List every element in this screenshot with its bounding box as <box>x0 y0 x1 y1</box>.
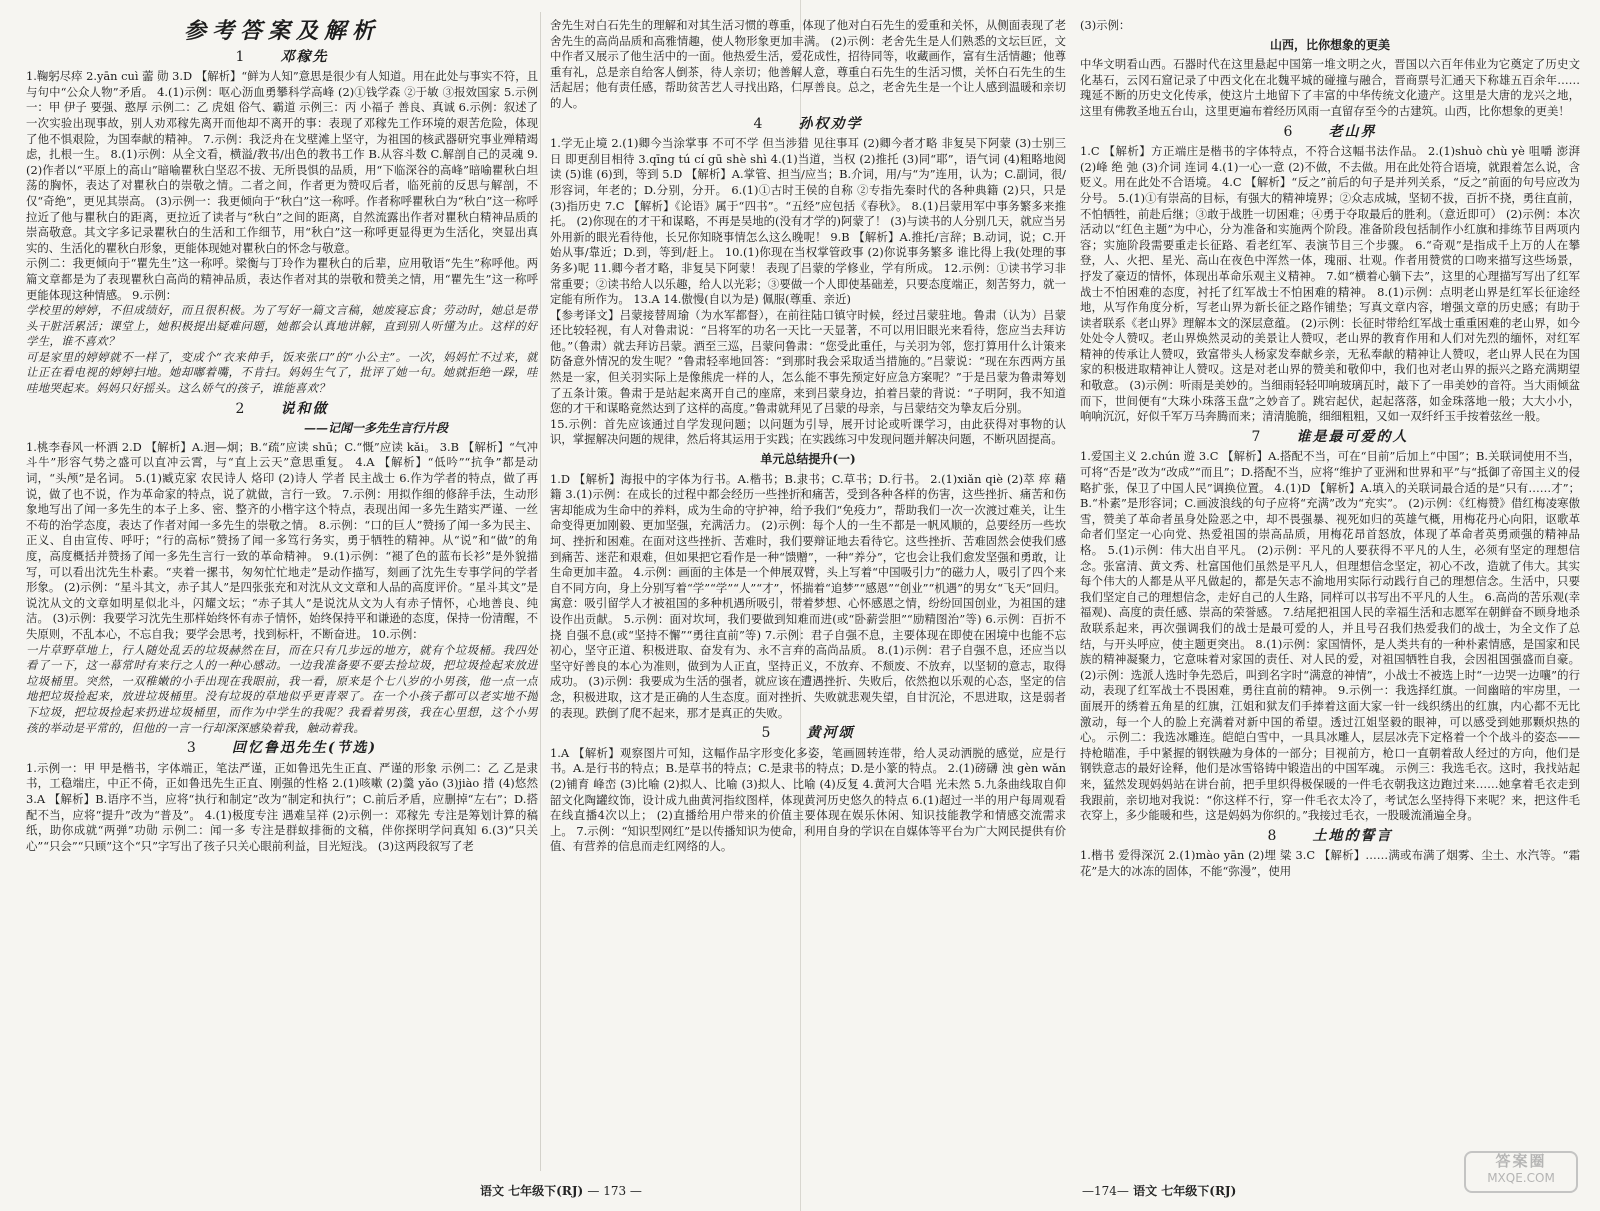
section-title: 黄河颂 <box>806 725 855 742</box>
section-number: 5 <box>761 725 773 742</box>
answer-paragraph: 15.示例：首先应该通过自学发现问题；以问题为引导，展开讨论或听课学习，由此获得对事物的认识，掌握解决问题的规律，然后将其运用于实践；在实践练习中发现问题并解决问题，不断巩固提高。 <box>550 416 1066 447</box>
section-title: 土地的誓言 <box>1312 827 1393 844</box>
document-title: 参考答案及解析 <box>183 18 380 44</box>
section-heading <box>1080 125 1580 141</box>
section-heading <box>550 117 1066 133</box>
watermark-logo <box>1464 1151 1578 1193</box>
section-heading <box>26 402 538 418</box>
section-number: 6 <box>1283 123 1295 140</box>
answer-paragraph: 1.D 【解析】海报中的字体为行书。A.楷书；B.隶书；C.草书；D.行书。 2.(1)xiǎn qiè (2)萃 瘁 藉 籍 3.(1)示例：在成长的过程中都会经历一些挫折和痛苦，受到各种各样的伤害，这些挫折、痛苦和伤害却能成为生命中的养料，成为生命的守护神，给予我们“免疫力”，帮助我们一次一次渡过难关，让生命变得更加刚毅、更加坚强，充满活力。 (2)示例：每个人的一生不都是一帆风顺的，总要经历一些坎坷、挫折和困难。在面对这些挫折、苦难时，我们要辩证地去看待它。这些挫折、苦难固然会使我们感到痛苦、迷茫和艰难，但如果把它看作是一种“馈赠”，一种“养分”，它也会让我们愈发坚强和勇敢，让生命更加丰盈。 4.示例：画面的主体是一个伸展双臂，头上写着“中国吸引力”的磁力人，吸引了四个来自不同方向，身上分别写着“学”“学”“人”“才”，怀揣着“追梦”“感恩”“创业”“机遇”的男女“飞天”回归。寓意：吸引留学人才被祖国的多种机遇所吸引，带着梦想、心怀感恩之情，纷纷回国创业，为祖国的建设作出贡献。 5.示例：面对坎坷，我们要做到知难而进(或“卧薪尝胆”“励精图治”等) 6.示例：百折不挠 自强不息(或“坚持不懈”“勇往直前”等) 7.示例：君子自强不息，主要体现在即使在困境中也能不忘初心，坚守正道、积极进取、奋发有为、永不言弃的高尚品质。 8.(1)示例：君子自强不息，还应当以坚守好善良的本心为准则，做到为人正直，坚持正义，不放弃、不颓废、不放弃，以坚韧的意志，取得成功。 (3)示例：我要成为生活的强者，就应该在遭遇挫折、失败后，依然抱以乐观的心态，坚定的信念，积极进取，这才是正确的人生态度。面对挫折、失败就悲观失望，自甘沉沦，不思进取，这是弱者的表现。跌倒了爬不起来，那才是真正的失败。 <box>550 471 1066 720</box>
section-number: 8 <box>1267 827 1279 844</box>
section-heading <box>26 50 538 66</box>
section-number: 3 <box>186 740 198 757</box>
answer-paragraph: 1.C 【解析】方正端庄是楷书的字体特点，不符合这幅书法作品。 2.(1)shuò chù yè 咀嚼 澎湃 (2)峰 绝 弛 (3)介词 连词 4.(1)一心一意 (2)不做，不去做。用在此处符合语境，就跟着怎么说，含贬义。用在此处不合语境。 4.C 【解析】“反之”前后的句子是并列关系，“反之”前面的句号应改为分号。 5.(1)①有崇高的目标，有强大的精神境界；②众志成城，坚韧不拔，百折不挠，勇往直前，不怕牺牲，前赴后继；③敢于战胜一切困难；④勇于夺取最后的胜利。（意近即可） (2)示例：本次活动以“红色主题”为中心，分为准备和实施两个阶段。准备阶段包括制作小红旗和排练节目两项内容；实施阶段需要重走长征路、看老红军、表演节目三个步骤。 6.“奇观”是指成千上万的人在攀登，人、火把、星光、高山在夜色中浑然一体，瑰丽、壮观。作者用赞赏的口吻来描写这些场景，抒发了豪迈的情怀，体现出革命乐观主义精神。 7.如“横着心躺下去”，这里的心理描写写出了红军战士不怕困难的态度，衬托了红军战士不怕困难的精神。 8.(1)示例：点明老山界是红军长征途经地，从写作角度分析，写老山界为新长征之路作铺垫；写真文章内容，增强文章的历史感；有助于读者联系《老山界》理解本文的深层意蕴。 (2)示例：长征时带给红军战士重重困难的老山界，如今处处令人赞叹。老山界焕然灵动的美景让人赞叹，老山界的教育作用和人们对先烈的缅怀，对红军精神的传承让人赞叹，致富带头人杨家发奉献乡亲，无私奉献的精神让人赞叹，老山界人民在为国家的积极进取精神让人赞叹。这是对老山界的赞美和敬仰中，我们也对老山界的振兴之路充满期望和敬意。 (3)示例：听雨是美妙的。当细雨轻轻叩响玻璃瓦时，敲下了一串美妙的音符。当大雨倾盆而下，世间便有“大珠小珠落玉盘”之妙音了。跳宕起伏，起起落落，如金珠落地一般；大大小小，响响沉沉，好似千军万马奔腾而来；清清脆脆，细细粗粗，又如一双纤纤玉手按着弦丝一般。 <box>1080 144 1580 424</box>
footer-subject: 语文 七年级下(RJ) <box>480 1184 584 1198</box>
column-3 <box>1080 18 1580 1165</box>
watermark-text: 答案圈 <box>1495 1152 1547 1170</box>
footer-right <box>1082 1182 1236 1199</box>
sample-essay-paragraph: 可是家里的婷婷就不一样了，变成个“衣来伸手，饭来张口”的“小公主”。一次，妈妈忙不过来，就让正在看电视的婷婷扫地。她却嘟着嘴，不肯扫。妈妈生气了，批评了她一句。她就拒绝一跺，哇哇地哭起来。妈妈只好摇头。这么娇气的孩子，谁能喜欢？ <box>26 349 538 396</box>
sample-essay-paragraph: 一片草野草地上，行人随处乱丢的垃圾赫然在目，而在只有几步远的地方，就有个垃圾桶。我四处看了一下，这一幕常时有来行之人的一种心感动。一边我准备要不要去捡垃圾，把垃圾捡起来放进垃圾桶里。突然，一双稚嫩的小手出现在我眼前，我一看，原来是个七八岁的小男孩，他一点一点地把垃圾捡起来，放进垃圾桶里。没有垃圾的草地似乎更青翠了。在一个小孩子都可以老实地不抛下垃圾，把垃圾捡起来扔进垃圾桶里，而作为中学生的我呢？我看着男孩，我在心里想，这个小男孩的举动是平常的，但他的一言一行却深深感染着我，触动着我。 <box>26 642 538 735</box>
column-2 <box>550 18 1066 1165</box>
answer-paragraph: 1.桃李春风一杯酒 2.D 【解析】A.迥—炯；B.“疏”应读 shū；C.“慨”应读 kǎi。 3.B 【解析】“气冲斗牛”形容气势之盛可以直冲云霄，与“直上云天”意思重复。 4.A 【解析】“低吟”“抗争”都是动词，“头颅”是名词。 5.(1)臧克家 农民诗人 烙印 (2)诗人 学者 民主战士 6.作为学者的特点，做了再说，做了也不说，作为革命家的特点，说了就做，言行一致。 7.示例：用拟作细的修辞手法，生动形象地写出了闻一多先生的本子上多、密、整齐的小楷字这个特点，表现出闻一多先生踏实严谨、一丝不苟的治学态度，表达了作者对闻一多先生的崇敬之情。 8.示例：“口的巨人”赞扬了闻一多为民主、正义、自由宣传、呼吁；“行的高标”赞扬了闻一多笃行务实，勇于牺牲的精神。从“说”和“做”的角度，高度概括并赞扬了闻一多先生言行一致的革命精神。 9.(1)示例：“褪了色的蓝布长衫”是外貌描写，可以看出沈先生朴素。“夹着一摞书，匆匆忙忙地走”是动作描写，刻画了沈先生专事学问的学者形象。 (2)示例：“星斗其文，赤子其人”是四张张充和对沈从文文章和人品的高度评价。“星斗其文”是说沈从文的文章如明星似北斗，闪耀文坛；“赤子其人”是说沈从文为人有赤子情怀，心地善良、纯洁。 (3)示例：我要学习沈先生那样始终怀有赤子情怀，始终保持平和谦逊的态度，保持一份清醒，不失原则，不乱本心，不忘自我；要学会思考，找到标杆，不断奋进。 10.示例： <box>26 439 538 641</box>
sample-essay-paragraph: 学校里的婷婷，不但成绩好，而且很积极。为了写好一篇文言稿，她废寝忘食；劳动时，她总是带头干脏活累活；课堂上，她积极提出疑难问题，她都会认真地讲解，直到别人听懂为止。这样的好学生，谁不喜欢？ <box>26 303 538 349</box>
section-heading <box>1080 829 1580 845</box>
section-number: 7 <box>1251 428 1263 445</box>
column-1 <box>26 18 538 1165</box>
answer-paragraph: 中华文明看山西。石器时代在这里悬起中国第一堆文明之火，晋国以六百年伟业为它奠定了历史文化基石，云冈石窟记录了中西文化在北魏平城的碰撞与融合，晋商票号汇通天下称雄五百余年……瑰延不断的历史文化传承，使这片土地留下了丰富的中华传统文化遗产。这里是大唐的龙兴之地，这里有佛教圣地五台山，这里更遍布着经历风雨一直留存至今的古建筑。山西，比你想象的更美！ <box>1080 57 1580 118</box>
footer-subject: 语文 七年级下(RJ) <box>1133 1184 1237 1198</box>
answer-paragraph: 1.学无止境 2.(1)卿今当涂掌事 不可不学 但当涉猎 见往事耳 (2)卿今者才略 非复吴下阿蒙 (3)士别三日 即更刮目相待 3.qīng tú cí gū shè shì 4.(1)当道，当权 (2)推托 (3)同“耶”，语气词 (4)粗略地阅读 (5)谁 (6)到，等到 5.D 【解析】A.掌管、担当/应当；B.介词，用/与“为”连用，认为；C.副词，很/形容词，年老的；D.分别，分开。 6.(1)①古时王侯的自称 ②专指先秦时代的各种典籍 (2)只，只是 (3)指历史 7.C 【解析】《论语》属于“四书”。“五经”应包括《春秋》。 8.(1)吕蒙用军中事务繁多来推托。 (2)你现在的才干和谋略，不再是吴地的(没有才学的)阿蒙了！ (3)与读书的人分别几天，就应当另外用新的眼光看待他，长兄你知晓事情怎么这么晚呢！ 9.B 【解析】A.推托/言辞；B.动词，说；C.开始从事/靠近；D.到，等到/赶上。 10.(1)你现在当权掌管政事 (2)你说事务繁多 谁比得上我(处理的事务多)呢 11.卿今者才略，非复吴下阿蒙！ 表现了吕蒙的学修业，学有所成。 12.示例：①读书学习非常重要；②读书给人以乐趣，给人以光彩；③要做一个人即使基础差，只要态度端正，刻苦努力，就一定能有所作为。 13.A 14.傲慢(自以为是) 佩服(尊重、亲近) <box>550 136 1066 307</box>
column-divider <box>540 12 541 1171</box>
answer-paragraph: 1.鞠躬尽瘁 2.yān cuì 蘦 勋 3.D 【解析】“鲜为人知”意思是很少有人知道。用在此处与事实不符，且与句中“公众人物”矛盾。 4.(1)示例：呕心沥血勇攀科学高峰 (2)①钱学森 ②于敏 ③报效国家 5.示例一：甲 伊子 要强、憨厚 示例二：乙 虎姐 俗气、霸道 示例三：丙 小福子 善良、真诚 6.示例：叙述了一次实验出现事故，别人劝邓稼先离开而他却不离开的事：表现了邓稼先工作环境的艰苦危险，体现了他不惧艰险，为国奉献的精神。 7.示例：我泛舟在戈壁滩上坚守，为祖国的核武器研究事业殚精竭虑，扎根一生。 8.(1)示例：从全文看，横溢/教书/出色的教书工作 B.从容斗数 C.解剖自己的灵魂 9.(2)作者以“平原上的高山”暗喻瞿秋白坚忍不拔、无所畏惧的品质，用“下临深谷的高峰”暗喻瞿秋白坦荡的胸怀，表达了对瞿秋白的崇敬之情。二者之间，作者更为赞叹后者，临死前的反思与解剖，不仅“奇绝”，更见其崇高。 (3)示例一：我更倾向于“秋白”这一称呼。作者称呼瞿秋白为“秋白”这一称呼拉近了他与瞿秋白的距离，更拉近了读者与“秋白”之间的距离，自然流露出作者对瞿秋白精神品质的崇高敬意。其文字多记录瞿秋白的生活和工作细节，用“秋白”这一称呼更显得更为生活化，突显出真实的、生活化的瞿秋白形象，更能体现她对瞿秋白的怀念与敬意。 <box>26 69 538 255</box>
footer-left <box>480 1182 642 1199</box>
section-heading <box>26 741 538 757</box>
section-heading <box>1080 430 1580 446</box>
section-number: 4 <box>753 115 765 132</box>
answer-paragraph: 1.示例一：甲 甲是楷书，字体端正，笔法严谨，正如鲁迅先生正直、严谨的形象 示例二：乙 乙是隶书，工稳端庄，中正不倚，正如鲁迅先生正直、刚强的性格 2.(1)咳嗽 (2)羹 yǎo (3)jiào 措 (4)悠然 3.A 【解析】B.语序不当，应将“执行和制定”改为“制定和执行”；C.前后矛盾，应删掉“左右”；D.搭配不当，应将“提升”改为“普及”。 4.(1)极度专注 遇难呈祥 (2)示例一：邓稼先 专注是筹划计算的稿纸，助你成就“两弹”功勋 示例二：闻一多 专注是群蚁排衙的文稿，伴你探明学问真知 6.(3)“只关心”“只会”“只顾”这个“只”字写出了孩子只关心眼前利益，目光短浅。 (3)这两段叙写了老 <box>26 760 538 853</box>
watermark-url: MXQE.COM <box>1487 1171 1555 1185</box>
answer-paragraph: 示例二：我更倾向于“瞿先生”这一称呼。梁衡与丁玲作为瞿秋白的后辈，应用敬语“先生”称呼他。两篇文章都是为了表现瞿秋白高尚的精神品质，表达作者对其的崇敬和赞美之情，用“瞿先生”这一称呼更能体现这种情感。 9.示例： <box>26 256 538 302</box>
answer-paragraph: 舍先生对白石先生的理解和对其生活习惯的尊重，体现了他对白石先生的爱重和关怀，从侧面表现了老舍先生的高尚品质和高雅情趣，使人物形象更加丰满。 (2)示例：老舍先生是人们熟悉的文坛巨匠，文中作者又展示了他生活中的一面。他热爱生活，爱花成性，招待同等，收藏画作，富有生活情趣；他尊重有礼，总是亲自给客人倒茶，待人亲切；他善解人意，尊重白石先生的生活习惯，关怀白石先生的生活起居；他有责任感，帮助贫苦艺人寻找出路，仁厚善良。总之，老舍先生是一个让人感到温暖和亲切的人。 <box>550 18 1066 110</box>
subsection-title: 单元总结提升(一) <box>760 452 856 467</box>
footer-page-number: — 173 — <box>587 1184 642 1198</box>
section-title: 老山界 <box>1328 123 1377 140</box>
section-title: 谁是最可爱的人 <box>1296 428 1409 445</box>
answer-paragraph: 【参考译文】吕蒙接替周瑜（为水军都督），在前往陆口镇守时候，经过吕蒙驻地。鲁肃（认为）吕蒙还比较轻视，有人对鲁肃说：“吕将军的功名一天比一天显著，不可以用旧眼光来看待，您应当去拜访他。”（鲁肃）就去拜访吕蒙。酒至三巡，吕蒙问鲁肃：“您受此重任，与关羽为邻，您打算用什么计策来防备意外情况的发生呢？”鲁肃轻率地回答：“到那时我会采取适当措施的。”吕蒙说：“现在东西两方虽然是一家，但关羽实际上是像熊虎一样的人，怎么能不事先预定好应急方案呢？”于是吕蒙为鲁肃筹划了五条计策。鲁肃于是站起来离开自己的座席，来到吕蒙身边，拍着吕蒙的背说：“子明阿，我不知道您的才干和谋略竟然达到了这样的高度。”鲁肃就拜见了吕蒙的母亲，与吕蒙结交为挚友后分别。 <box>550 307 1066 416</box>
section-number: 1 <box>235 48 247 65</box>
section-subtitle: ——记闻一多先生言行片段 <box>303 421 448 436</box>
section-title: 回忆鲁迅先生(节选) <box>231 740 378 757</box>
section-title: 孙权劝学 <box>798 115 863 132</box>
answer-paragraph: (3)示例： <box>1080 18 1131 32</box>
section-title: 邓稼先 <box>280 48 329 65</box>
section-heading <box>550 726 1066 742</box>
section-title: 说和做 <box>280 400 329 417</box>
answer-paragraph: 1.爱国主义 2.chún 遊 3.C 【解析】A.搭配不当，可在“目前”后加上“中国”；B.关联词使用不当，可将“否是”改为“改成”“而且”；D.搭配不当，应将“维护了亚洲和世界和平”与“抵御了帝国主义的侵略扩张，保卫了中国人民”调换位置。 4.(1)D 【解析】A.填入的关联词最合适的是“只有……才”；B.“朴素”是形容词；C.画波浪线的句子应将“充满”改为“充实”。 (2)示例：《红梅赞》借红梅凌寒傲雪，赞美了革命者虽身处险恶之中，却不畏强暴、视死如归的英雄气概，用梅花丹心向阳，讴歌革命者们坚定一心向党、热爱祖国的崇高品质，用梅花昂首怒放，体现了革命者英勇顽强的精神品格。 5.(1)示例：伟大出自平凡。 (2)示例：平凡的人要获得不平凡的人生，必须有坚定的理想信念。张富清、黄文秀、杜富国他们虽然是平凡人，但理想信念坚定，初心不改，造就了伟大。其实每个伟大的人都是从平凡做起的，都是矢志不渝地用实际行动践行自己的理想信念。生活中，只要我们坚定自己的理想信念，走好自己的人生路，同样可以书写出不平凡的人生。 6.高尚的苦乐观(幸福观)、高度的责任感、崇高的荣誉感。 7.结尾把祖国人民的幸福生活和志愿军在朝鲜奋不顾身地杀敌联系起来，再次强调我们的战士是最可爱的人，并且号召我们热爱我们的战士，为全文作了总结，与开头呼应，使主题更突出。 8.(1)示例：家国情怀，是人类共有的一种朴素情感，是国家和民族的精神凝聚力，它意味着对家国的责任、对人民的爱，对祖国牺牲自我，会因祖国强盛而自豪。 (2)示例：选派人选时争先恐后，叫到名字时“满意的神情”，小战士不被选上时“一边哭一边嚷”的行动，表现了红军战士不畏困难，勇往直前的精神。 9.示例一：我选择红旗。一间幽暗的牢房里，一面展开的绣着五角星的红旗，江姐和狱友们手捧着这面大家一针一线织绣出的红旗，内心都不无比激动，每一个人的脸上充满着对新中国的希望。透过江姐坚毅的眼神，可以感受到她那颗炽热的心。 示例二：我选冰雕连。皑皑白雪中，一具具冰雕人，层层冰壳下定格着一个个战斗的姿态——持枪瞄准，手中紧握的钢铁融为身体的一部分；目视前方，枪口一直朝着敌人经过的方向，他们是钢铁意志的最好诠释，他们是冰雪铬铸中锻造出的中国军魂。 示例三：我选毛衣。这时，我找站起来，猛然发现妈妈站在讲台前，把手里织得极保暖的一件毛衣朝我这边跑过来……她拿着毛衣走到我跟前，亲切地对我说：“你这样不行，穿一件毛衣太冷了，考试怎么坚持得下来呢？来，把这件毛衣穿上，多少能暖和些，这是妈妈为你织的。”我接过毛衣，一股暖流涌遍全身。 <box>1080 449 1580 823</box>
footer-page-number: —174— <box>1082 1184 1129 1198</box>
answer-paragraph: 1.A 【解析】观察图片可知，这幅作品字形变化多姿，笔画圆转连带，给人灵动洒脱的感觉，应是行书。A.是行书的特点；B.是草书的特点；C.是隶书的特点；D.是小篆的特点。 2.(1)磅礴 浊 gèn wǎn (2)铺育 峰峦 (3)比喻 (2)拟人、比喻 (3)拟人、比喻 (4)反复 4.黄河大合唱 光未然 5.九条曲线取自仰韶文化陶罐纹饰，设计成九曲黄河指纹图样，体现黄河历史悠久的特点 6.(1)超过一半的用户每周观看在线直播4次以上； (2)直播给用户带来的价值主要体现在娱乐休闲、知识技能教学和情感交流需求上。 7.示例：“知识型网红”是以传播知识为使命，利用自身的学识在自媒体等平台为广大网民提供有价值、有营养的信息而走红网络的人。 <box>550 745 1066 854</box>
section-number: 2 <box>235 400 247 417</box>
answer-paragraph: 1.楷书 爱得深沉 2.(1)mào yān (2)埋 粱 3.C 【解析】……满或布满了烟雾、尘土、水汽等。“霜花”是大的冰冻的固体，不能“弥漫”，使用 <box>1080 848 1580 878</box>
subsection-title: 山西，比你想象的更美 <box>1269 37 1390 52</box>
